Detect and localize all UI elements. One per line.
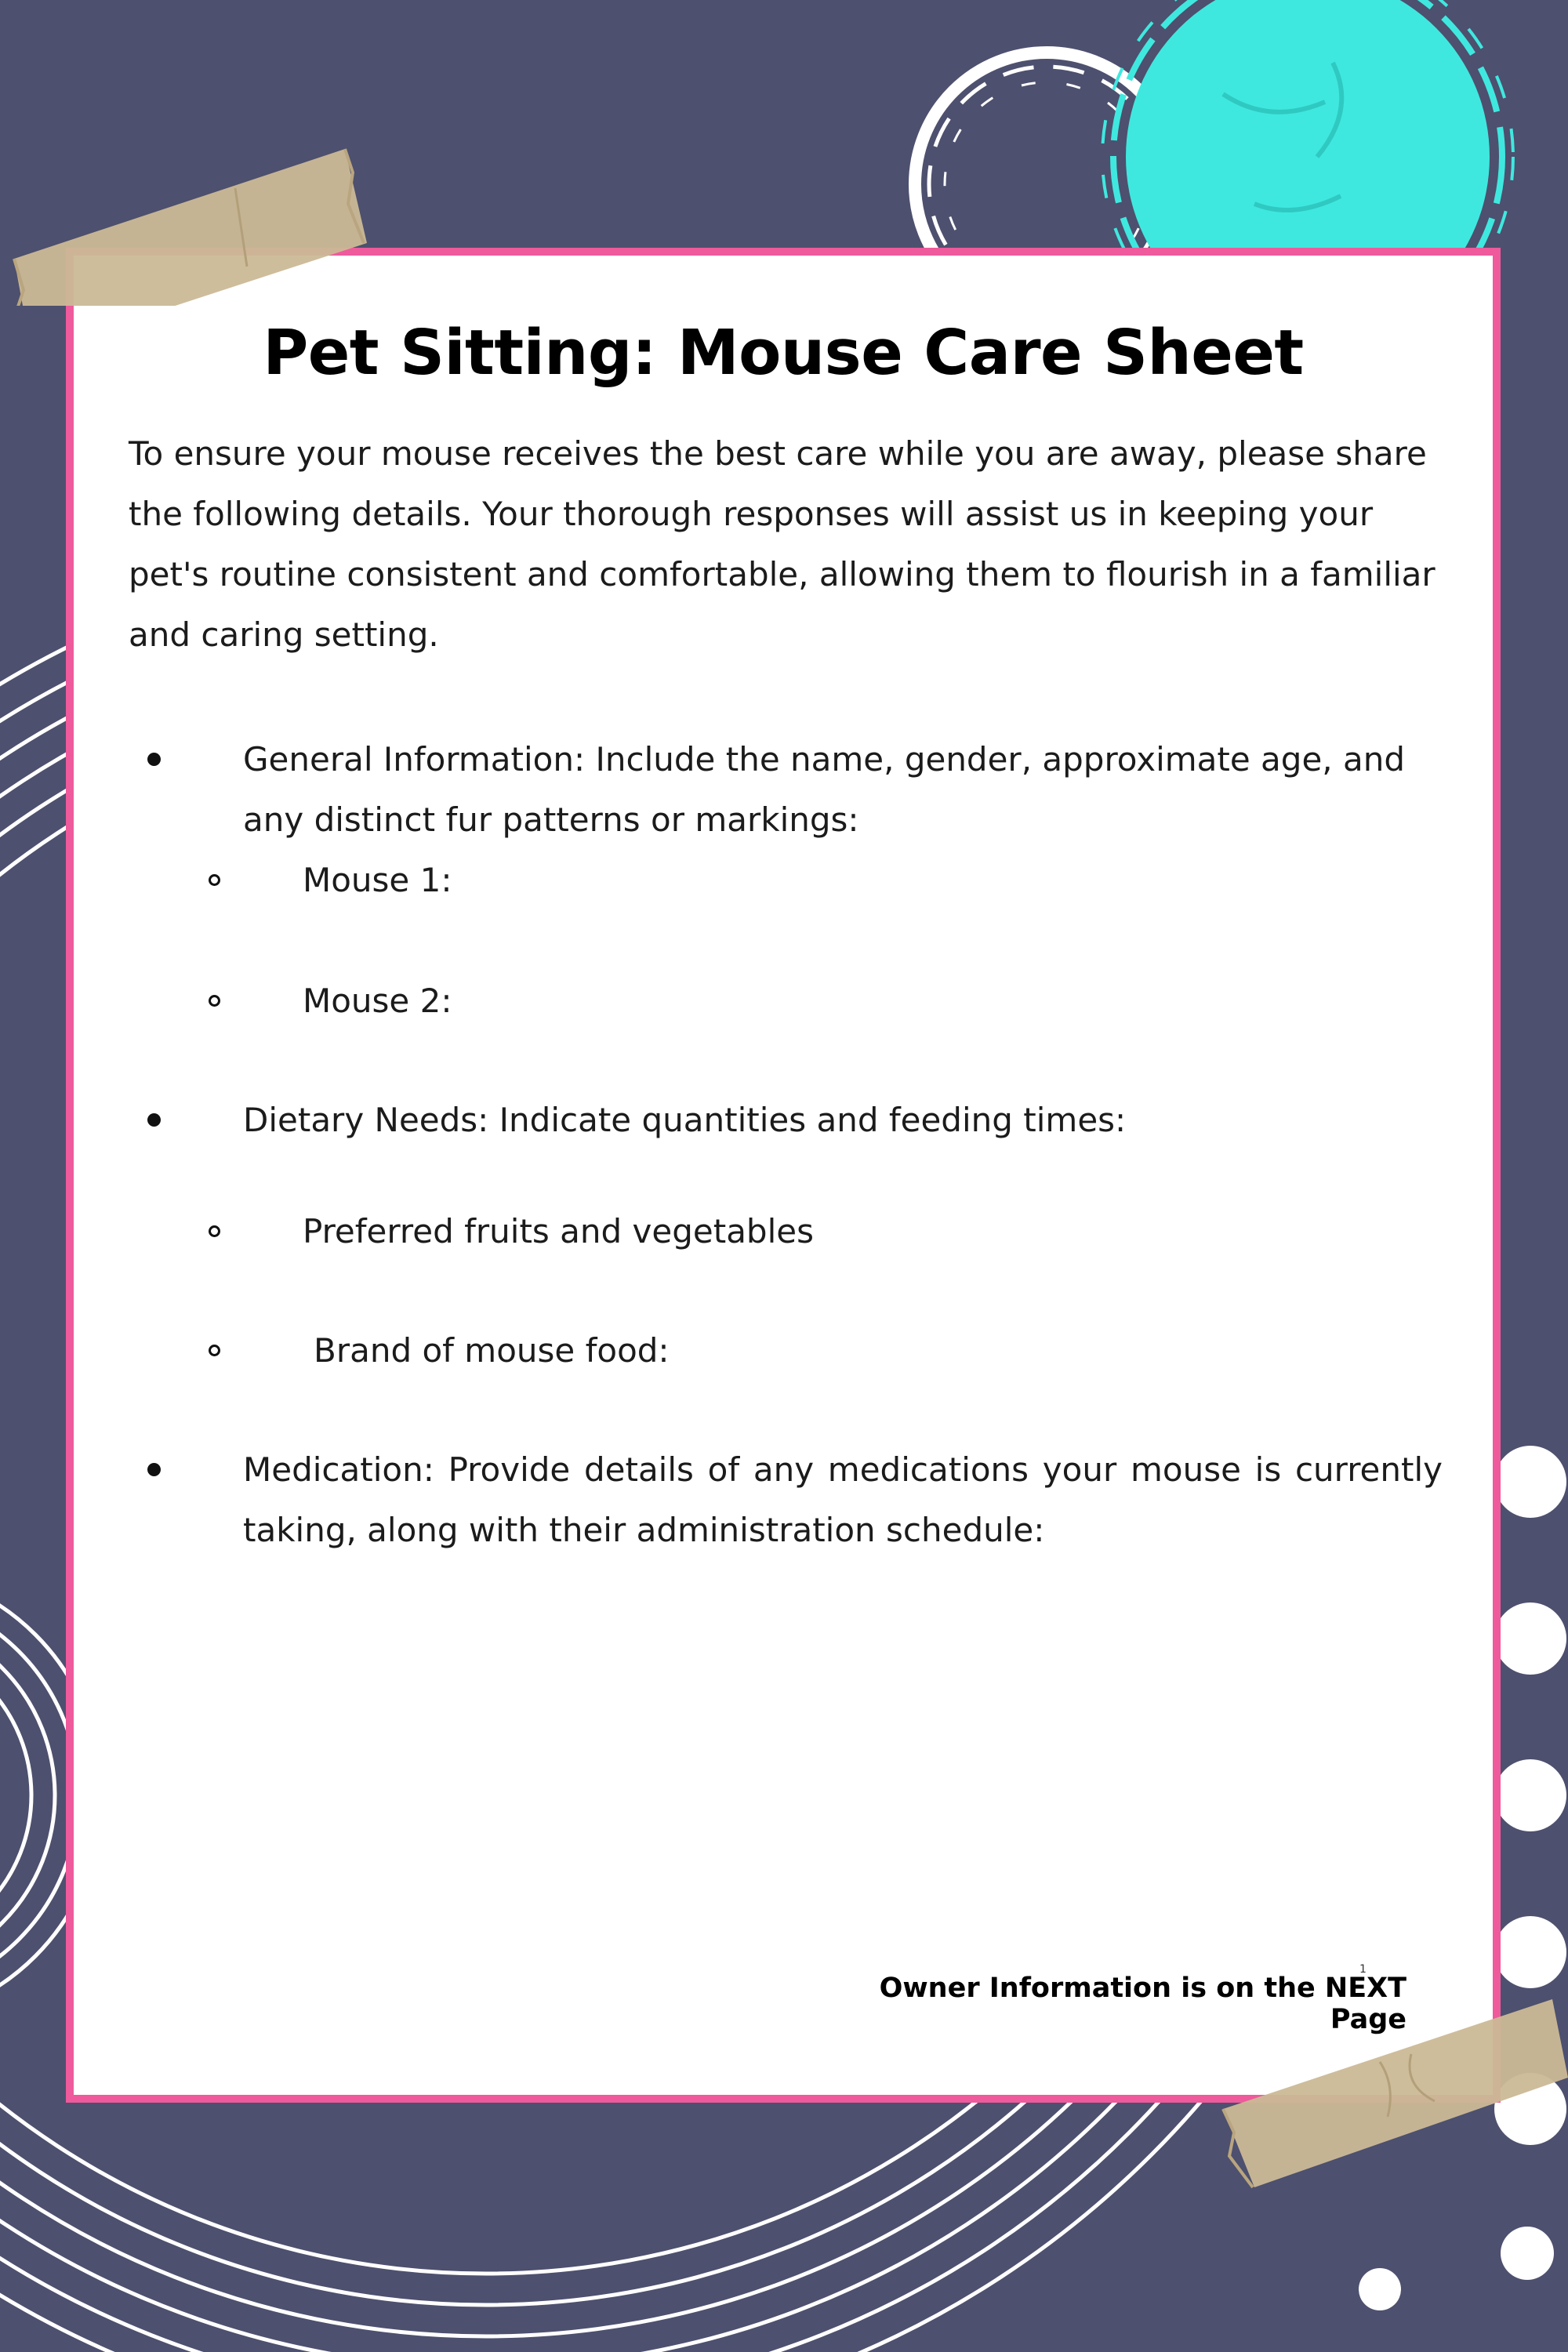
bullet-circle: [209, 1345, 220, 1356]
tape-bottom-right: [1207, 1991, 1568, 2195]
page-number: 1: [1359, 1963, 1367, 1976]
bullet-disc: [147, 1463, 161, 1476]
mouse-food-brand-label: Brand of mouse food:: [314, 1331, 670, 1370]
page-title: Pet Sitting: Mouse Care Sheet: [263, 317, 1304, 389]
section-medication-text: Medication: Provide details of any medications your mouse is currently taking, along with their administration schedule:: [243, 1450, 1443, 1549]
bullet-circle: [209, 874, 220, 886]
bullet-disc: [147, 1113, 161, 1127]
section-general-information-text: General Information: Include the name, gender, approximate age, and any distinct fur patterns or markings:: [243, 740, 1405, 839]
mouse-1-label: Mouse 1:: [303, 861, 452, 899]
bullet-circle: [209, 995, 220, 1007]
mouse-2-label: Mouse 2:: [303, 982, 452, 1020]
intro-paragraph: To ensure your mouse receives the best care while you are away, please share the following details. Your thorough responses will assist us in keeping your pet's routine consistent and comfortable, allowing them to flourish in a familiar and caring setting.: [129, 434, 1436, 654]
bullet-disc: [147, 753, 161, 766]
next-page-note: Owner Information is on the NEXT Page: [879, 1973, 1406, 2035]
tape-top-left: [0, 102, 376, 306]
fruits-vegetables-label: Preferred fruits and vegetables: [303, 1212, 814, 1250]
section-dietary-needs-text: Dietary Needs: Indicate quantities and feeding times:: [243, 1101, 1127, 1139]
bullet-circle: [209, 1225, 220, 1237]
care-sheet-card: [66, 248, 1501, 2103]
